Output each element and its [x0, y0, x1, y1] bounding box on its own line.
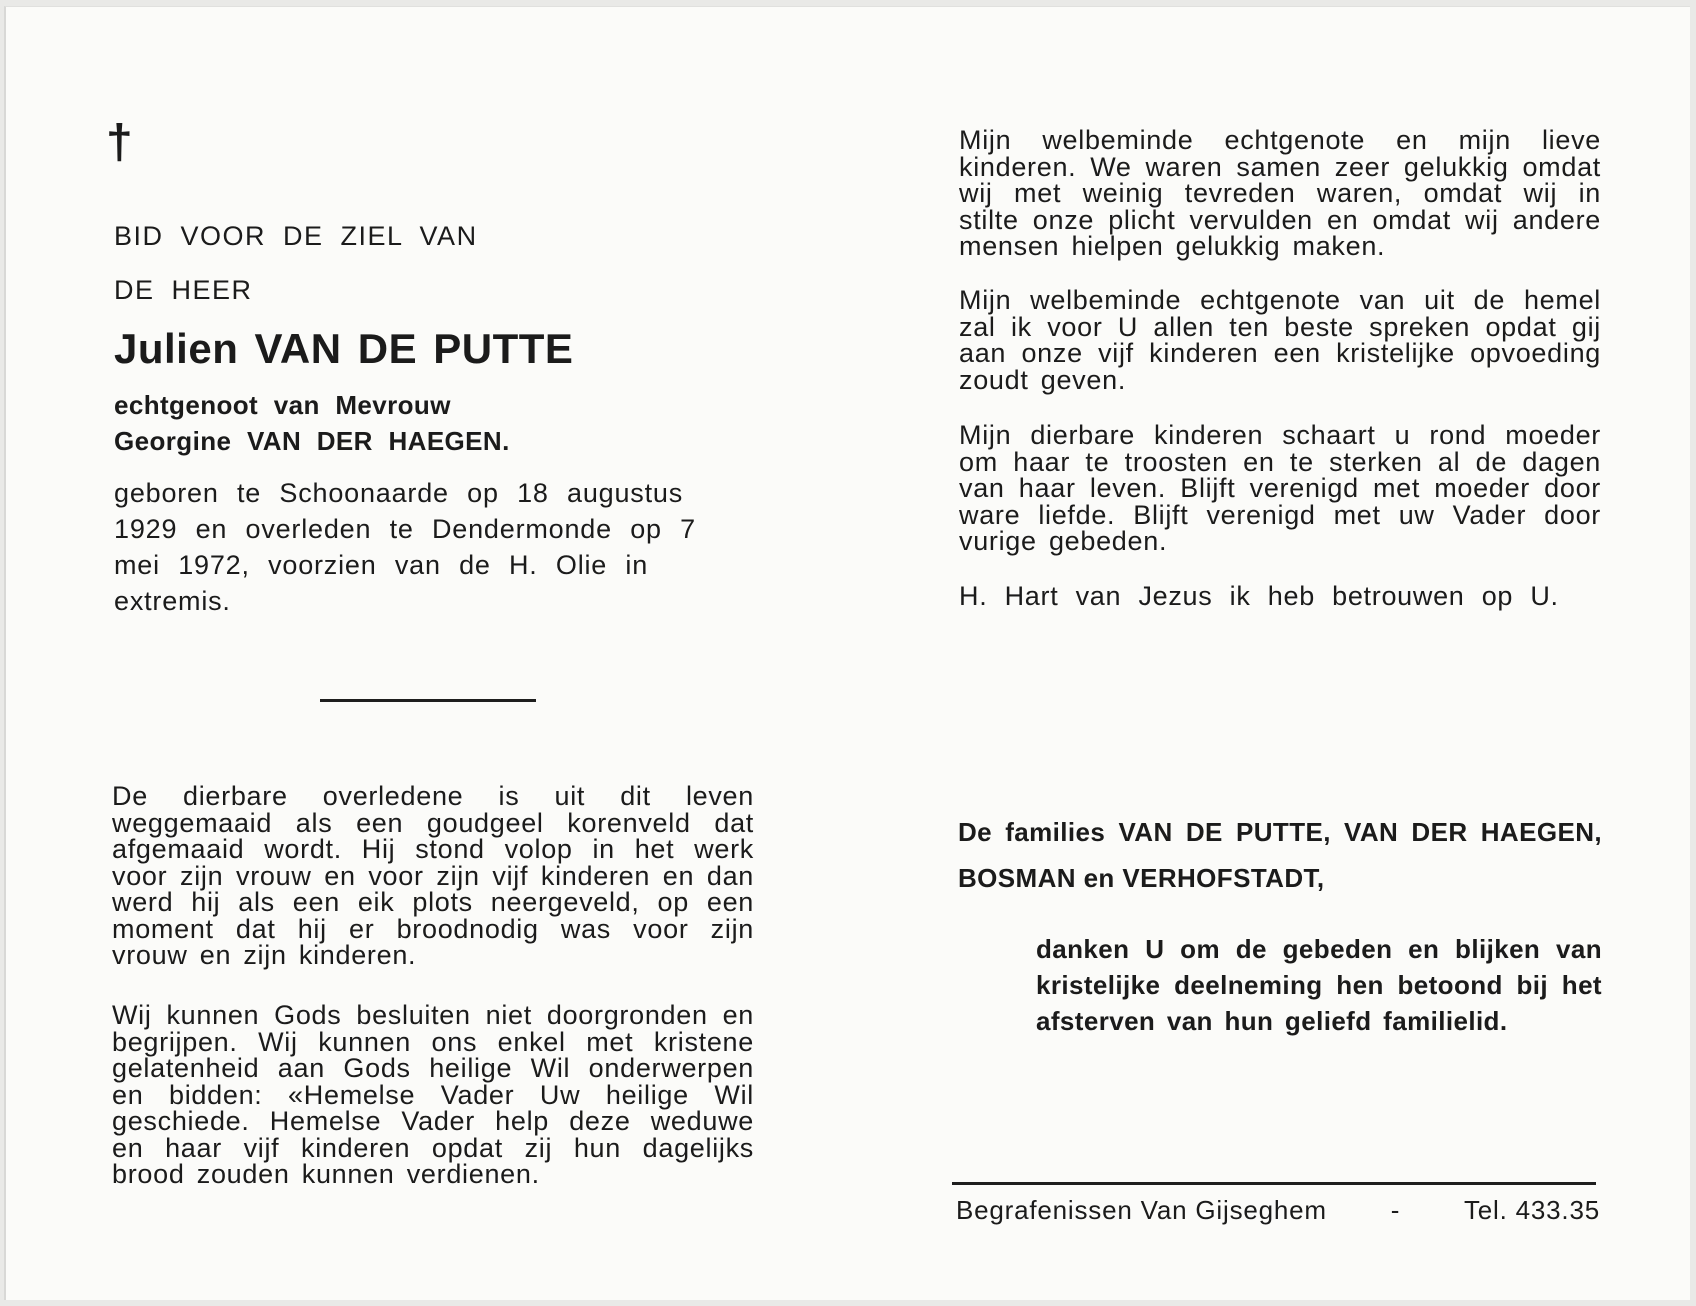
spouse-line-2: Georgine VAN DER HAEGEN.: [114, 426, 510, 456]
undertaker-name: Begrafenissen Van Gijseghem: [956, 1195, 1327, 1225]
undertaker-phone: Tel. 433.35: [1463, 1195, 1600, 1225]
right-paragraph-1: Mijn welbeminde echtgenote en mijn lieve kinderen. We waren samen zeer gelukkig omdat wij met weinig tevreden waren, omdat wij in stilte onze plicht vervulden en omdat wij andere mensen hielpen gelukkig maken.: [959, 125, 1601, 261]
birth-death-text: geboren te Schoonaarde op 18 augustus 1929 en overleden te Dendermonde op 7 mei 1972, voorzien van de H. Olie in extremis.: [114, 478, 696, 616]
thanks-text: danken U om de gebeden en blijken van kristelijke deelneming hen betoond bij het afsterven van hun geliefd familielid.: [1036, 934, 1602, 1036]
cross-icon: †: [106, 116, 133, 169]
undertaker-line: [956, 1195, 1600, 1226]
right-paragraph-3: Mijn dierbare kinderen schaart u rond moeder om haar te troosten en te sterken al de dagen van haar leven. Blijft verenigd met moeder door ware liefde. Blijft verenigd met uw Vader door vurige gebeden.: [959, 420, 1601, 556]
deceased-name: Julien VAN DE PUTTE: [114, 325, 574, 372]
divider: [320, 699, 536, 702]
footer-rule: [952, 1182, 1596, 1185]
left-paragraph-2: Wij kunnen Gods besluiten niet doorgronden en begrijpen. Wij kunnen ons enkel met kristene gelatenheid aan Gods heilige Wil onderwerpen en bidden: «Hemelse Vader Uw heilige Wil geschiede. Hemelse Vader help deze weduwe en haar vijf kinderen opdat zij hun dagelijks brood zouden kunnen verdienen.: [112, 1000, 754, 1189]
spouse-line-1: echtgenoot van Mevrouw: [114, 390, 451, 420]
pray-line: BID VOOR DE ZIEL VAN: [114, 221, 478, 251]
right-paragraph-2: Mijn welbeminde echtgenote van uit de hemel zal ik voor U allen ten beste spreken opdat gij aan onze vijf kinderen een kristelijke opvoeding zoudt geven.: [959, 285, 1601, 395]
undertaker-separator: -: [1390, 1195, 1401, 1225]
families-heading: De families VAN DE PUTTE, VAN DER HAEGEN, BOSMAN en VERHOFSTADT,: [958, 817, 1602, 893]
title-line: DE HEER: [114, 275, 253, 305]
memorial-card: [4, 6, 1690, 1300]
left-paragraph-1: De dierbare overledene is uit dit leven weggemaaid als een goudgeel korenveld dat afgemaaid wordt. Hij stond volop in het werk voor zijn vrouw en voor zijn vijf kinderen en dan werd hij als een eik plots neergeveld, op een moment dat hij er broodnodig was voor zijn vrouw en zijn kinderen.: [112, 781, 754, 970]
prayer-line: H. Hart van Jezus ik heb betrouwen op U.: [959, 581, 1559, 611]
